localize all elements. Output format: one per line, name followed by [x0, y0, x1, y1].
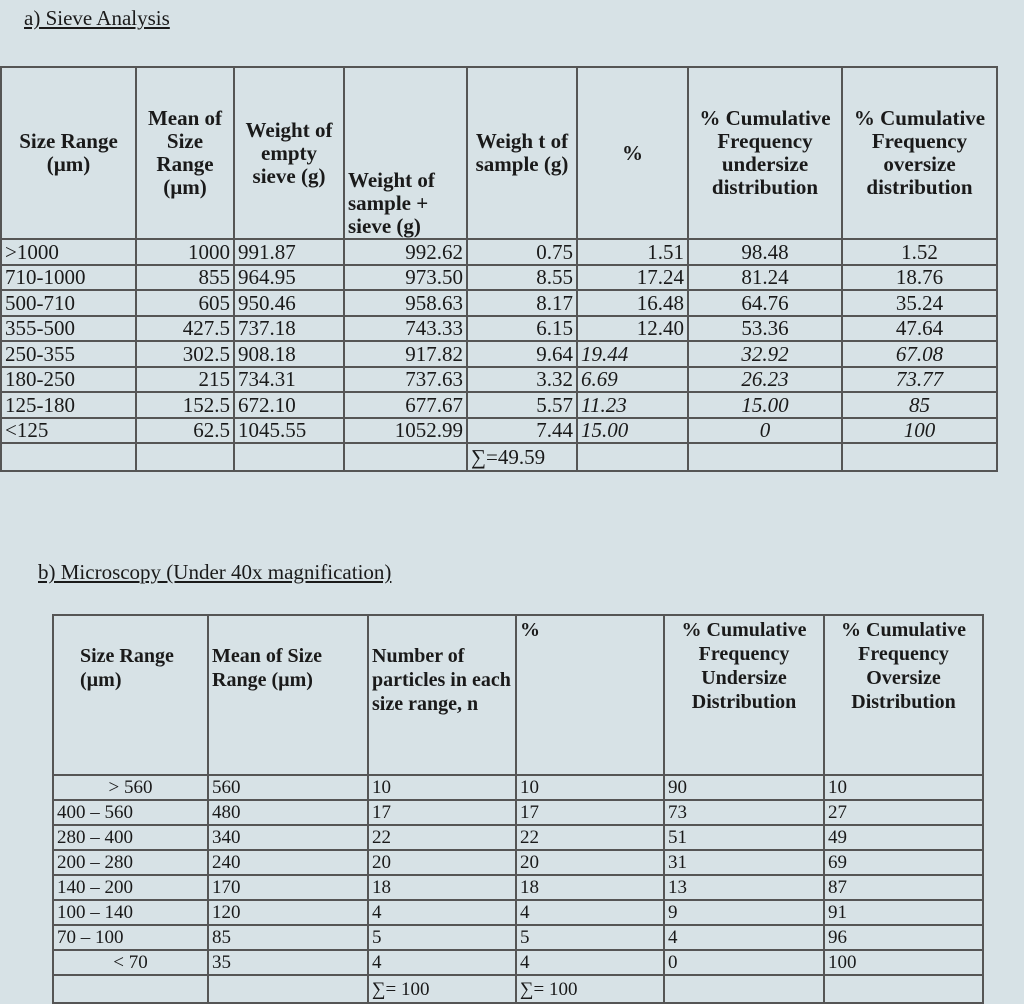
sieve-header-cum-oversize: % Cumulative Frequency oversize distribution — [842, 67, 997, 239]
micro-cell: 87 — [824, 875, 983, 900]
sieve-cell: 6.15 — [467, 316, 577, 342]
sieve-table-row — [1, 265, 997, 291]
micro-cell: 4 — [516, 950, 664, 975]
sieve-cell: 1045.55 — [234, 418, 344, 444]
micro-cell: 400 – 560 — [53, 800, 208, 825]
sieve-cell: 98.48 — [688, 239, 842, 265]
sieve-cell: 5.57 — [467, 392, 577, 418]
sieve-cell: 973.50 — [344, 265, 467, 291]
sieve-sum-empty — [842, 443, 997, 471]
sieve-cell: 47.64 — [842, 316, 997, 342]
micro-cell: 10 — [824, 775, 983, 800]
micro-cell: 20 — [516, 850, 664, 875]
micro-header-percent: % — [516, 615, 664, 775]
micro-cell: 18 — [368, 875, 516, 900]
sieve-cell: 0 — [688, 418, 842, 444]
sieve-table-row — [1, 367, 997, 393]
sieve-cell: 8.55 — [467, 265, 577, 291]
micro-cell: 22 — [516, 825, 664, 850]
sieve-table-row — [1, 418, 997, 444]
micro-cell: 170 — [208, 875, 368, 900]
micro-cell: 10 — [368, 775, 516, 800]
sieve-cell: 992.62 — [344, 239, 467, 265]
sieve-cell: 19.44 — [577, 341, 688, 367]
micro-header-number: Number of particles in each size range, n — [368, 615, 516, 775]
micro-cell: 0 — [664, 950, 824, 975]
sieve-cell: 6.69 — [577, 367, 688, 393]
sieve-header-row — [1, 67, 997, 239]
sieve-table-row — [1, 316, 997, 342]
micro-cell: 100 — [824, 950, 983, 975]
sieve-header-sample-plus-sieve: Weight of sample + sieve (g) — [344, 67, 467, 239]
sieve-cell: 734.31 — [234, 367, 344, 393]
micro-table-row — [53, 875, 983, 900]
micro-cell: 85 — [208, 925, 368, 950]
sieve-sum-empty — [344, 443, 467, 471]
sieve-cell: 737.18 — [234, 316, 344, 342]
sieve-cell: 35.24 — [842, 290, 997, 316]
sieve-sum-empty — [136, 443, 234, 471]
micro-table-row — [53, 950, 983, 975]
micro-cell: 22 — [368, 825, 516, 850]
micro-cell: 4 — [368, 900, 516, 925]
sieve-cell: 8.17 — [467, 290, 577, 316]
sieve-cell: 53.36 — [688, 316, 842, 342]
sieve-header-percent: % — [577, 67, 688, 239]
sieve-cell: 737.63 — [344, 367, 467, 393]
sieve-cell: 152.5 — [136, 392, 234, 418]
sieve-cell: 16.48 — [577, 290, 688, 316]
micro-cell: 96 — [824, 925, 983, 950]
sieve-cell: 1000 — [136, 239, 234, 265]
sieve-cell: 1.52 — [842, 239, 997, 265]
sieve-cell: 64.76 — [688, 290, 842, 316]
micro-cell: 140 – 200 — [53, 875, 208, 900]
sieve-cell: 355-500 — [1, 316, 136, 342]
sieve-cell: 215 — [136, 367, 234, 393]
micro-cell: 100 – 140 — [53, 900, 208, 925]
micro-cell: 27 — [824, 800, 983, 825]
sieve-cell: 427.5 — [136, 316, 234, 342]
sieve-sum-total: ∑=49.59 — [467, 443, 577, 471]
micro-cell: 13 — [664, 875, 824, 900]
micro-cell: 120 — [208, 900, 368, 925]
sieve-cell: 62.5 — [136, 418, 234, 444]
sieve-cell: 32.92 — [688, 341, 842, 367]
micro-table-row — [53, 850, 983, 875]
micro-table-row — [53, 775, 983, 800]
sieve-sum-row — [1, 443, 997, 471]
sieve-header-empty-sieve: Weight of empty sieve (g) — [234, 67, 344, 239]
micro-header-cum-undersize: % Cumulative Frequency Undersize Distribution — [664, 615, 824, 775]
micro-sum-empty — [208, 975, 368, 1003]
sieve-cell: 15.00 — [577, 418, 688, 444]
micro-cell: > 560 — [53, 775, 208, 800]
sieve-cell: 1052.99 — [344, 418, 467, 444]
sieve-sum-empty — [577, 443, 688, 471]
micro-cell: 4 — [516, 900, 664, 925]
micro-cell: 20 — [368, 850, 516, 875]
sieve-cell: 26.23 — [688, 367, 842, 393]
micro-sum-row — [53, 975, 983, 1003]
micro-table-row — [53, 800, 983, 825]
micro-cell: 90 — [664, 775, 824, 800]
micro-cell: 4 — [368, 950, 516, 975]
micro-table-row — [53, 925, 983, 950]
sieve-cell: 710-1000 — [1, 265, 136, 291]
sieve-cell: >1000 — [1, 239, 136, 265]
sieve-cell: 9.64 — [467, 341, 577, 367]
micro-sum-n: ∑= 100 — [368, 975, 516, 1003]
sieve-sum-empty — [234, 443, 344, 471]
micro-cell: 340 — [208, 825, 368, 850]
sieve-sum-empty — [1, 443, 136, 471]
sieve-cell: 908.18 — [234, 341, 344, 367]
sieve-cell: 0.75 — [467, 239, 577, 265]
micro-cell: 18 — [516, 875, 664, 900]
micro-cell: 73 — [664, 800, 824, 825]
micro-table-row — [53, 825, 983, 850]
sieve-cell: 73.77 — [842, 367, 997, 393]
sieve-cell: 85 — [842, 392, 997, 418]
sieve-cell: 677.67 — [344, 392, 467, 418]
micro-cell: 4 — [664, 925, 824, 950]
sieve-table-row — [1, 239, 997, 265]
micro-table-row — [53, 900, 983, 925]
sieve-table-row — [1, 290, 997, 316]
micro-cell: 5 — [368, 925, 516, 950]
micro-header-size-range: Size Range (µm) — [53, 615, 208, 775]
sieve-cell: 855 — [136, 265, 234, 291]
micro-cell: 17 — [516, 800, 664, 825]
micro-header-mean-size: Mean of Size Range (µm) — [208, 615, 368, 775]
micro-cell: 49 — [824, 825, 983, 850]
micro-cell: 31 — [664, 850, 824, 875]
sieve-cell: 1.51 — [577, 239, 688, 265]
sieve-header-sample-weight: Weigh t of sample (g) — [467, 67, 577, 239]
micro-sum-percent: ∑= 100 — [516, 975, 664, 1003]
micro-cell: < 70 — [53, 950, 208, 975]
micro-cell: 480 — [208, 800, 368, 825]
sieve-cell: 958.63 — [344, 290, 467, 316]
sieve-cell: <125 — [1, 418, 136, 444]
sieve-cell: 743.33 — [344, 316, 467, 342]
microscopy-table — [52, 614, 984, 1004]
micro-cell: 35 — [208, 950, 368, 975]
micro-cell: 17 — [368, 800, 516, 825]
micro-cell: 69 — [824, 850, 983, 875]
sieve-cell: 180-250 — [1, 367, 136, 393]
sieve-cell: 67.08 — [842, 341, 997, 367]
sieve-cell: 500-710 — [1, 290, 136, 316]
sieve-sum-empty — [688, 443, 842, 471]
sieve-cell: 964.95 — [234, 265, 344, 291]
sieve-header-mean-size: Mean of Size Range (µm) — [136, 67, 234, 239]
sieve-analysis-table — [0, 66, 998, 472]
sieve-cell: 605 — [136, 290, 234, 316]
sieve-cell: 18.76 — [842, 265, 997, 291]
sieve-cell: 125-180 — [1, 392, 136, 418]
sieve-cell: 81.24 — [688, 265, 842, 291]
sieve-cell: 950.46 — [234, 290, 344, 316]
sieve-cell: 3.32 — [467, 367, 577, 393]
section-b-title: b) Microscopy (Under 40x magnification) — [38, 560, 392, 584]
sieve-cell: 12.40 — [577, 316, 688, 342]
sieve-cell: 15.00 — [688, 392, 842, 418]
sieve-cell: 11.23 — [577, 392, 688, 418]
micro-header-cum-oversize: % Cumulative Frequency Oversize Distribution — [824, 615, 983, 775]
sieve-cell: 917.82 — [344, 341, 467, 367]
sieve-cell: 302.5 — [136, 341, 234, 367]
sieve-table-row — [1, 341, 997, 367]
micro-sum-empty — [664, 975, 824, 1003]
sieve-header-cum-undersize: % Cumulative Frequency undersize distribution — [688, 67, 842, 239]
sieve-cell: 7.44 — [467, 418, 577, 444]
sieve-cell: 672.10 — [234, 392, 344, 418]
micro-sum-empty — [53, 975, 208, 1003]
section-a-title: a) Sieve Analysis — [24, 6, 170, 30]
micro-cell: 5 — [516, 925, 664, 950]
micro-cell: 240 — [208, 850, 368, 875]
micro-cell: 51 — [664, 825, 824, 850]
micro-cell: 9 — [664, 900, 824, 925]
micro-cell: 70 – 100 — [53, 925, 208, 950]
micro-cell: 200 – 280 — [53, 850, 208, 875]
sieve-cell: 991.87 — [234, 239, 344, 265]
micro-header-row — [53, 615, 983, 775]
sieve-cell: 17.24 — [577, 265, 688, 291]
sieve-cell: 100 — [842, 418, 997, 444]
sieve-table-row — [1, 392, 997, 418]
micro-cell: 560 — [208, 775, 368, 800]
sieve-header-size-range: Size Range (µm) — [1, 67, 136, 239]
micro-cell: 10 — [516, 775, 664, 800]
micro-cell: 91 — [824, 900, 983, 925]
micro-sum-empty — [824, 975, 983, 1003]
micro-cell: 280 – 400 — [53, 825, 208, 850]
sieve-cell: 250-355 — [1, 341, 136, 367]
